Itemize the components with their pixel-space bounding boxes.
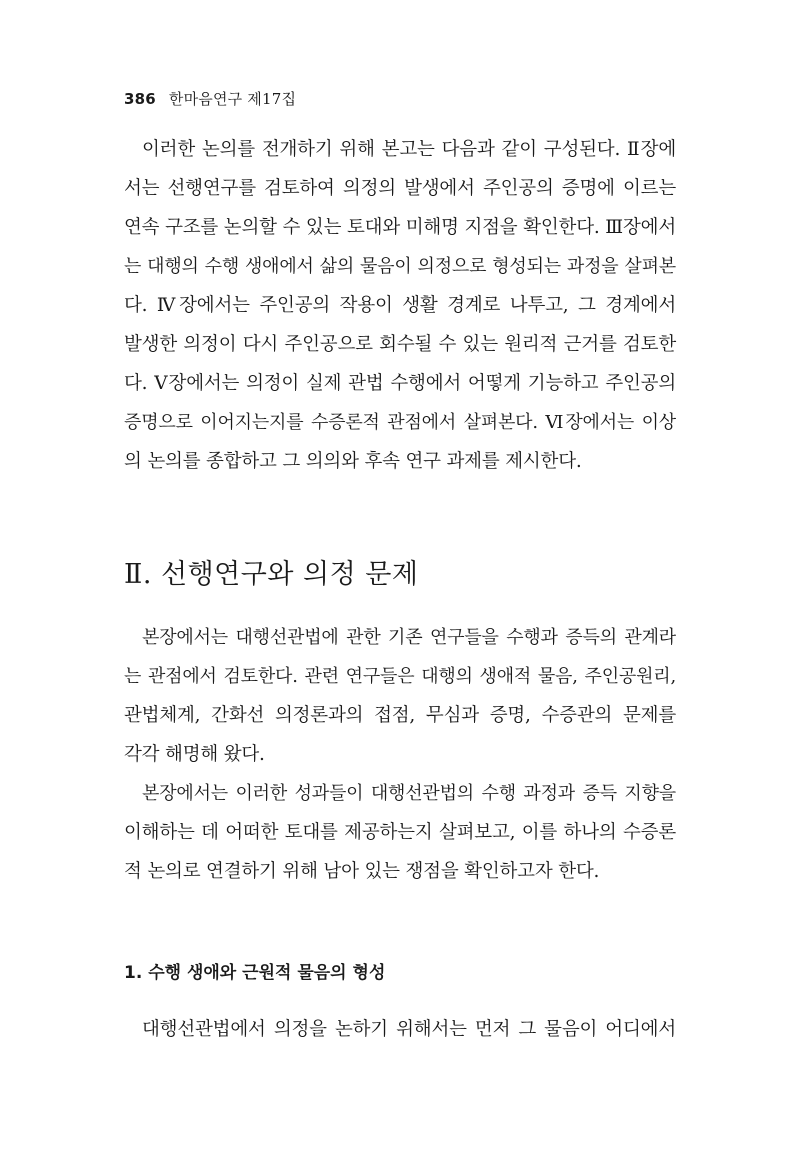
text-line: 의 논의를 종합하고 그 의의와 후속 연구 과제를 제시한다. [124, 451, 582, 472]
text-line: 연속 구조를 논의할 수 있는 토대와 미해명 지점을 확인한다. Ⅲ장에서 [124, 217, 676, 238]
text-line: 본장에서는 이러한 성과들이 대행선관법의 수행 과정과 증득 지향을 [142, 783, 676, 804]
text-line: 서는 선행연구를 검토하여 의정의 발생에서 주인공의 증명에 이르는 [124, 178, 676, 199]
text-line: 발생한 의정이 다시 주인공으로 회수될 수 있는 원리적 근거를 검토한 [124, 334, 676, 355]
text-line: 이러한 논의를 전개하기 위해 본고는 다음과 같이 구성된다. Ⅱ장에 [142, 139, 676, 160]
subsection-heading: 1. 수행 생애와 근원적 물음의 형성 [124, 963, 386, 983]
intro-paragraph [124, 130, 676, 481]
page-number: 386 [124, 90, 156, 108]
text-line: 대행선관법에서 의정을 논하기 위해서는 먼저 그 물음이 어디에서 [142, 1019, 676, 1040]
section2-paragraph-1 [124, 618, 676, 774]
text-line: 관법체계, 간화선 의정론과의 접점, 무심과 증명, 수증관의 문제를 [124, 705, 676, 726]
text-line: 는 관점에서 검토한다. 관련 연구들은 대행의 생애적 물음, 주인공원리, [124, 666, 676, 687]
text-line: 는 대행의 수행 생애에서 삶의 물음이 의정으로 형성되는 과정을 살펴본 [124, 256, 676, 277]
text-line: 증명으로 이어지는지를 수증론적 관점에서 살펴본다. Ⅵ장에서는 이상 [124, 412, 676, 433]
text-line: 다. Ⅴ장에서는 의정이 실제 관법 수행에서 어떻게 기능하고 주인공의 [124, 373, 676, 394]
text-line: 적 논의로 연결하기 위해 남아 있는 쟁점을 확인하고자 한다. [124, 861, 600, 882]
text-line: 각각 해명해 왔다. [124, 744, 265, 765]
text-line: 다. Ⅳ장에서는 주인공의 작용이 생활 경계로 나투고, 그 경계에서 [124, 295, 676, 316]
running-head [124, 88, 296, 109]
text-line: 본장에서는 대행선관법에 관한 기존 연구들을 수행과 증득의 관계라 [142, 627, 676, 648]
section-heading: Ⅱ. 선행연구와 의정 문제 [124, 559, 419, 590]
journal-title: 한마음연구 제17집 [168, 90, 297, 108]
section2-paragraph-2 [124, 774, 676, 891]
text-line: 이해하는 데 어떠한 토대를 제공하는지 살펴보고, 이를 하나의 수증론 [124, 822, 676, 843]
subsection1-paragraph [124, 1010, 676, 1049]
